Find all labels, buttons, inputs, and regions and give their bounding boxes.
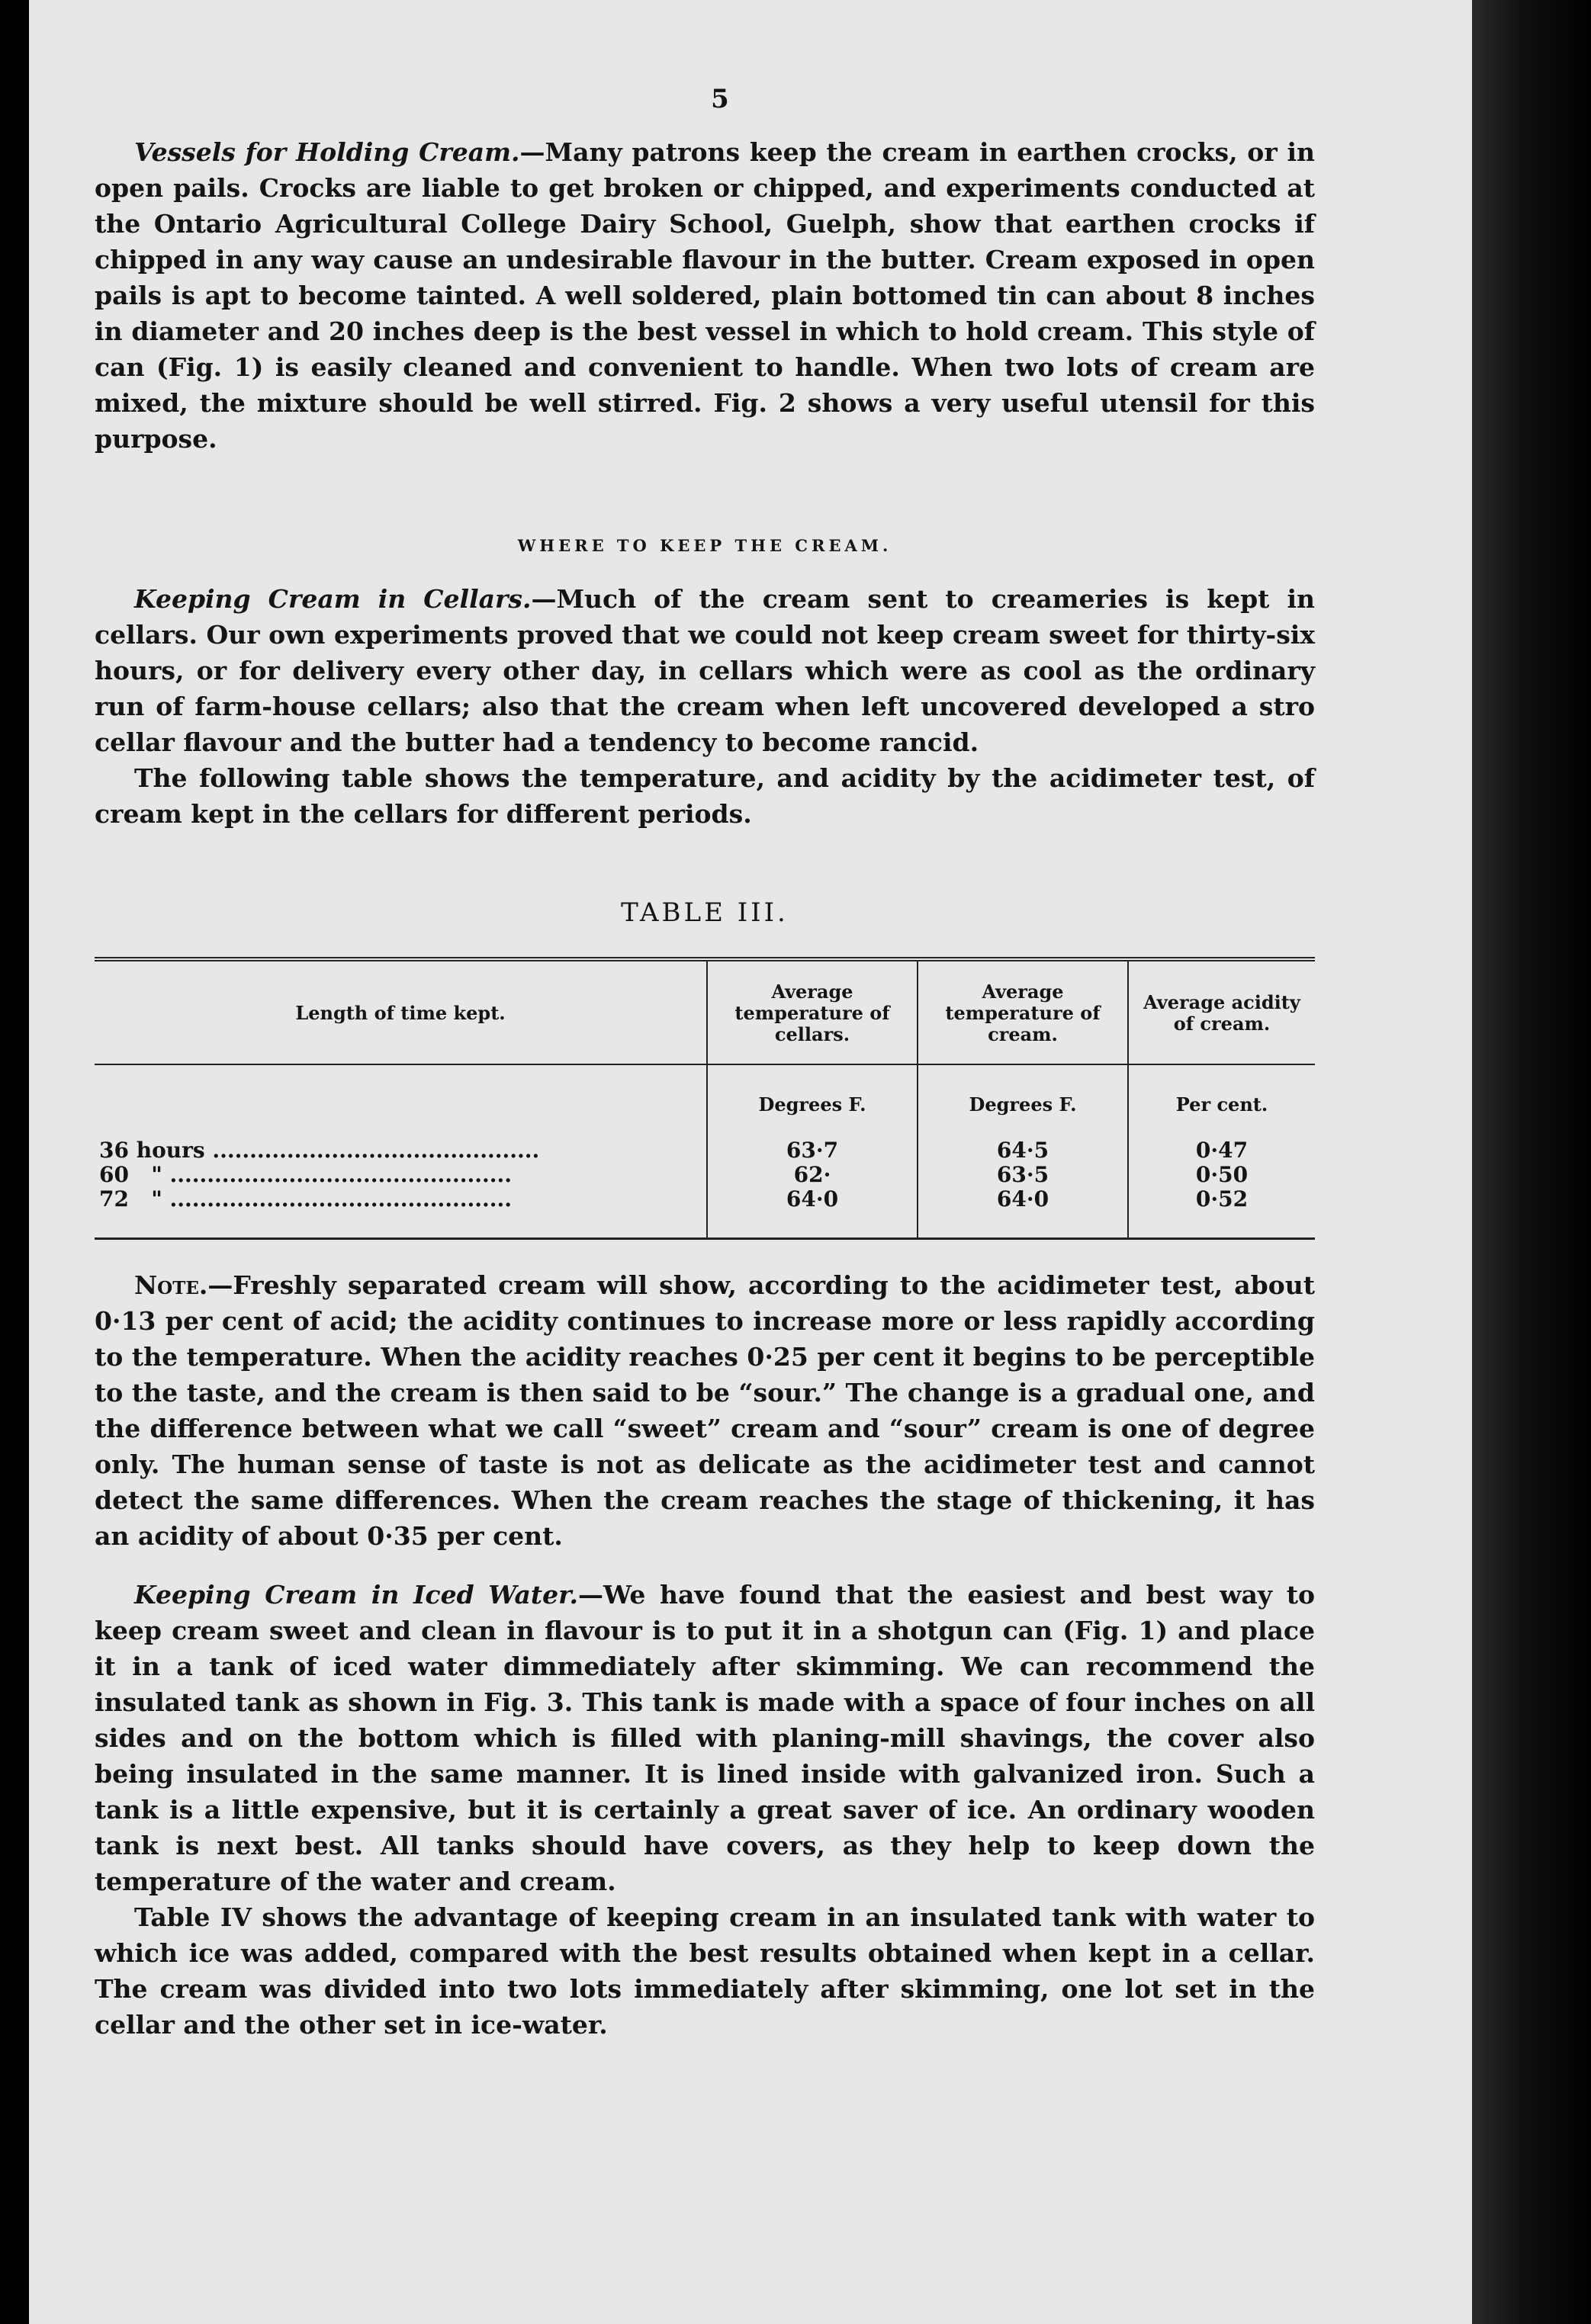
page-number: 5: [711, 84, 729, 114]
row-cream-temp: 63·5: [918, 1163, 1128, 1187]
row-time-label: 72 ": [99, 1187, 162, 1212]
row-cellar-temp: 63·7: [707, 1138, 918, 1163]
row-time-label: 60 ": [99, 1163, 162, 1187]
row-time-label: 36 hours: [99, 1138, 205, 1163]
table-row: [95, 1138, 1315, 1163]
row-time: [95, 1163, 707, 1187]
scan-right-edge: [1472, 0, 1591, 2324]
paragraph-iced-water-text: —We have found that the easiest and best way to keep cream sweet and clean in flavour is to put it in a shotgun can (Fig. 1) and place it in a tank of iced water dimmediately after skimming. We can recommend the insulated tank as shown in Fig. 3. This tank is made with a space of four inches on all sides and on the bottom which is filled with planing-mill shavings, the cover also being insulated in the same manner. It is lined inside with galvanized iron. Such a tank is a little expensive, but it is certainly a great saver of ice. An ordinary wooden tank is next best. All tanks should have covers, as they help to keep down the temperature of the water and cream.: [95, 1580, 1315, 1896]
scan-left-edge: [0, 0, 29, 2324]
page-content: [95, 84, 1315, 2043]
paragraph-table-intro: The following table shows the temperature, and acidity by the acidimeter test, of cream kept in the cellars for different periods.: [95, 763, 1315, 829]
row-cellar-temp: 62·: [707, 1163, 918, 1187]
note-text: —Freshly separated cream will show, according to the acidimeter test, about 0·13 per cent of acid; the acidity continues to increase more or less rapidly according to the temperature. When the acidity reaches 0·25 per cent it begins to be perceptible to the taste, and the cream is then said to be “sour.” The change is a gradual one, and the difference between what we call “sweet” cream and “sour” cream is one of degree only. The human sense of taste is not as delicate as the acidimeter test and cannot detect the same differences. When the cream reaches the stage of thickening, it has an acidity of about 0·35 per cent.: [95, 1270, 1315, 1551]
row-acidity: 0·52: [1128, 1187, 1315, 1239]
paragraph-cellars-text: —Much of the cream sent to creameries is kept in cellars. Our own experiments proved that we could not keep cream sweet for thirty-six hours, or for delivery every other day, in cellars which were as cool as the ordinary run of farm-house cellars; also that the cream when left uncovered developed a stro cellar flavour and the butter had a tendency to become rancid.: [95, 584, 1315, 757]
leader-dots: ............................................: [212, 1138, 540, 1163]
row-time: [95, 1187, 707, 1239]
row-acidity: 0·47: [1128, 1138, 1315, 1163]
row-cellar-temp: 64·0: [707, 1187, 918, 1239]
unit-cellar: Degrees F.: [707, 1064, 918, 1138]
paragraph-cellars: [95, 581, 1315, 760]
row-cream-temp: 64·5: [918, 1138, 1128, 1163]
header-cream-temp: Average temperature of cream.: [918, 959, 1128, 1064]
paragraph-vessels-text: —Many patrons keep the cream in earthen crocks, or in open pails. Crocks are liable to get broken or chipped, and experiments conducted at the Ontario Agricultural College Dairy School, Guelph, show that earthen crocks if chipped in any way cause an undesirable flavour in the butter. Cream exposed in open pails is apt to become tainted. A well soldered, plain bottomed tin can about 8 inches in diameter and 20 inches deep is the best vessel in which to hold cream. This style of can (Fig. 1) is easily cleaned and convenient to handle. When two lots of cream are mixed, the mixture should be well stirred. Fig. 2 shows a very useful utensil for this purpose.: [95, 137, 1315, 454]
header-acidity: Average acidity of cream.: [1128, 959, 1315, 1064]
table-row: [95, 1187, 1315, 1239]
table-units-row: [95, 1064, 1315, 1138]
paragraph-table-iv-intro: Table IV shows the advantage of keeping cream in an insulated tank with water to which ice was added, compared with the best results obtained when kept in a cellar. The cream was divided into two lots immediately after skimming, one lot set in the cellar and the other set in ice-water.: [95, 1902, 1315, 2040]
unit-blank: [95, 1064, 707, 1138]
table-header-row: [95, 959, 1315, 1064]
paragraph-vessels: [95, 134, 1315, 457]
section-heading: WHERE TO KEEP THE CREAM.: [517, 536, 892, 555]
row-time: [95, 1138, 707, 1163]
document-page: [29, 0, 1472, 2324]
paragraph-note: [95, 1267, 1315, 1554]
run-in-heading-iced-water: Keeping Cream in Iced Water.: [134, 1580, 578, 1610]
row-cream-temp: 64·0: [918, 1187, 1128, 1239]
table-title: TABLE III.: [621, 897, 789, 928]
data-table: [95, 957, 1315, 1240]
header-length: Length of time kept.: [95, 959, 707, 1064]
paragraph-iced-water: [95, 1577, 1315, 1899]
header-cellar-temp: Average temperature of cellars.: [707, 959, 918, 1064]
row-acidity: 0·50: [1128, 1163, 1315, 1187]
unit-cream: Degrees F.: [918, 1064, 1128, 1138]
run-in-heading-vessels: Vessels for Holding Cream.: [134, 137, 520, 167]
run-in-heading-cellars: Keeping Cream in Cellars.: [134, 584, 532, 614]
leader-dots: ..............................................: [169, 1163, 512, 1187]
leader-dots: ..............................................: [169, 1187, 512, 1212]
table-row: [95, 1163, 1315, 1187]
unit-acidity: Per cent.: [1128, 1064, 1315, 1138]
note-label: Note.: [134, 1270, 208, 1300]
